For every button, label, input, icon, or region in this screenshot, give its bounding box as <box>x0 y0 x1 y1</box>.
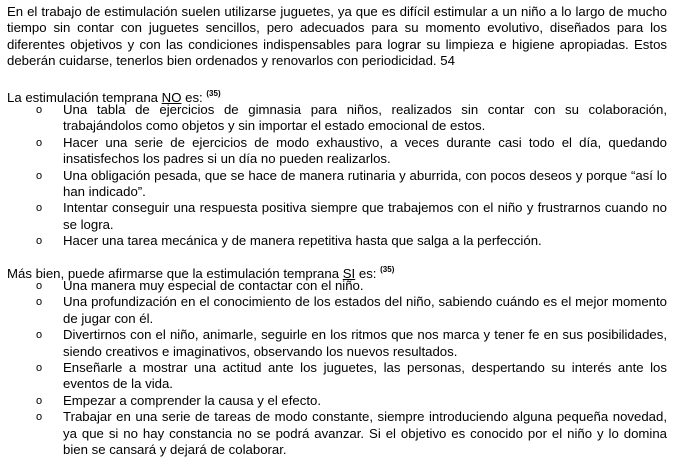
bullet-icon: o <box>36 411 43 424</box>
list-item-text: Una obligación pesada, que se hace de manera rutinaria y aburrida, con pocos deseos y porque “así lo han indicado”. <box>63 167 667 200</box>
bullet-icon: o <box>36 202 43 215</box>
bullet-icon: o <box>36 169 43 182</box>
list-item-text: Intentar conseguir una respuesta positiva siempre que trabajemos con el niño y frustrarnos cuando no se logra. <box>63 200 667 232</box>
heading-no-suffix: es: <box>181 90 207 105</box>
list-item <box>0 168 676 201</box>
intro-paragraph: En el trabajo de estimulación suelen utilizarse juguetes, ya que es difícil estimular a un niño a lo largo de mucho tiempo sin contar con juguetes sencillos, pero adecuados para su momento evolutivo, diseñados para los diferentes objetivos y con las condiciones indispensables para lograr su limpieza e higiene apropiadas. Estos deberán cuidarse, tenerlos bien ordenados y renovarlos con periodicidad. 54 <box>7 4 667 69</box>
list-item <box>0 294 676 327</box>
bullet-icon: o <box>36 280 43 292</box>
list-item-text: Una tabla de ejercicios de gimnasia para niños, realizados sin contar con su colaboración, trabajándolos como objetos y sin importar el estado emocional de estos. <box>63 102 667 134</box>
heading-si-ref: (35) <box>380 265 395 274</box>
heading-si-prefix: Más bien, puede afirmarse que la estimulación temprana <box>7 266 343 281</box>
bullet-icon: o <box>36 104 43 116</box>
list-item <box>0 327 676 360</box>
list-item <box>0 135 676 168</box>
bullet-icon: o <box>36 329 43 342</box>
list-item-text: Divertirnos con el niño, animarle, seguirle en los ritmos que nos marca y tener fe en sus posibilidades, siendo creativos e imaginativos, observando los nuevos resultados. <box>63 327 667 359</box>
list-item-text: Trabajar en una serie de tareas de modo constante, siempre introduciendo alguna pequeña novedad, ya que si no hay constancia no se podrá avanzar. Si el objetivo es conocido por el niño y lo domina bien se cansará y dejará de colaborar. <box>63 409 667 458</box>
list-item <box>0 200 676 233</box>
list-item <box>0 233 676 249</box>
heading-no-prefix: La estimulación temprana <box>7 90 162 105</box>
list-item <box>0 102 676 135</box>
heading-si-suffix: es: <box>355 266 381 281</box>
list-item <box>0 409 676 458</box>
list-item <box>0 393 676 409</box>
bullet-icon: o <box>36 235 43 248</box>
heading-no-ref: (35) <box>206 89 221 98</box>
bullet-icon: o <box>36 362 43 375</box>
list-item <box>0 360 676 393</box>
list-item-text: Empezar a comprender la causa y el efecto. <box>63 392 322 408</box>
heading-no-emph: NO <box>161 90 182 105</box>
list-si <box>0 278 676 458</box>
bullet-icon: o <box>36 136 43 149</box>
list-item-text: Enseñarle a mostrar una actitud ante los juguetes, las personas, despertando su interés ante los eventos de la vida. <box>63 360 667 392</box>
list-item-text: Una profundización en el conocimiento de los estados del niño, sabiendo cuándo es el mejor momento de jugar con él. <box>63 294 667 326</box>
bullet-icon: o <box>36 394 43 407</box>
bullet-icon: o <box>36 296 43 309</box>
list-item-text: Hacer una serie de ejercicios de modo exhaustivo, a veces durante casi todo el día, quedando insatisfechos los padres si un día no pueden realizarlos. <box>63 134 667 167</box>
list-item-text: Una manera muy especial de contactar con el niño. <box>63 278 364 293</box>
list-item <box>0 278 676 294</box>
heading-si-emph: SI <box>342 266 356 281</box>
list-no <box>0 102 676 250</box>
list-item-text: Hacer una tarea mecánica y de manera repetitiva hasta que salga a la perfección. <box>63 233 542 249</box>
